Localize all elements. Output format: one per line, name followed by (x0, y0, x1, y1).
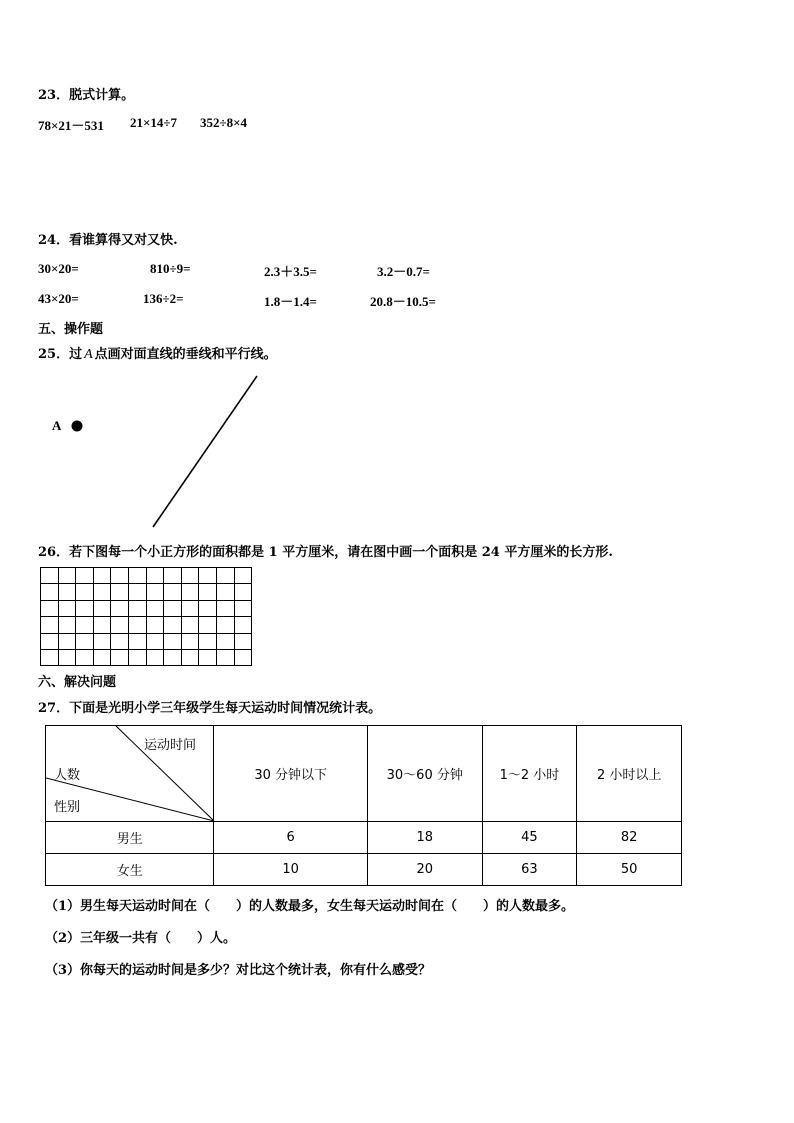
corner-label-time: 运动时间 (144, 738, 197, 753)
table-cell: 18 (367, 822, 482, 854)
grid-row (41, 633, 252, 649)
table-corner-cell (46, 726, 214, 822)
row-label: 男生 (46, 822, 214, 854)
table-cell: 82 (577, 822, 682, 854)
q25-title (38, 343, 277, 363)
q25-figure (0, 370, 300, 535)
grid-square[interactable] (146, 584, 164, 600)
grid-square[interactable] (234, 633, 252, 649)
grid-square[interactable] (181, 617, 199, 633)
grid-square[interactable] (41, 568, 59, 584)
table-header-row (46, 726, 682, 822)
section-6-heading: 六、解决问题 (38, 675, 117, 690)
table-header-cell: 30 分钟以下 (214, 726, 368, 822)
q24-r1-c4: 3.2－0.7= (377, 264, 430, 279)
q24-r2-c1: 43×20= (38, 291, 79, 306)
grid-square[interactable] (164, 600, 182, 616)
grid-square[interactable] (93, 568, 111, 584)
grid-square[interactable] (93, 617, 111, 633)
corner-label-gender: 性别 (54, 800, 81, 815)
grid-square[interactable] (146, 633, 164, 649)
grid-square[interactable] (128, 568, 146, 584)
q25-title-suffix: 点画对面直线的垂线和平行线。 (94, 347, 277, 362)
grid-square[interactable] (216, 568, 234, 584)
grid-square[interactable] (164, 584, 182, 600)
grid-square[interactable] (199, 568, 217, 584)
q23-expr-2: 21×14÷7 (130, 115, 178, 130)
grid-square[interactable] (58, 600, 76, 616)
grid-square[interactable] (41, 649, 59, 665)
grid-square[interactable] (199, 649, 217, 665)
q23-expr-1: 78×21－531 (38, 118, 104, 133)
table-cell: 63 (482, 854, 577, 886)
grid-square[interactable] (128, 617, 146, 633)
square-grid[interactable] (40, 567, 252, 666)
q24-r1-c1: 30×20= (38, 261, 79, 276)
grid-square[interactable] (199, 633, 217, 649)
grid-square[interactable] (76, 617, 94, 633)
grid-square[interactable] (128, 633, 146, 649)
grid-row (41, 600, 252, 616)
grid-square[interactable] (58, 617, 76, 633)
grid-square[interactable] (111, 633, 129, 649)
grid-square[interactable] (76, 568, 94, 584)
grid-square[interactable] (128, 584, 146, 600)
grid-square[interactable] (199, 617, 217, 633)
grid-square[interactable] (181, 584, 199, 600)
grid-square[interactable] (181, 633, 199, 649)
q27-title: 27．下面是光明小学三年级学生每天运动时间情况统计表。 (38, 701, 382, 716)
grid-square[interactable] (234, 600, 252, 616)
q23-expr-3: 352÷8×4 (200, 115, 248, 130)
grid-square[interactable] (234, 617, 252, 633)
q24-r2-c3: 1.8－1.4= (264, 294, 317, 309)
grid-square[interactable] (93, 649, 111, 665)
point-a-label: A (52, 418, 62, 433)
grid-square[interactable] (146, 600, 164, 616)
q23-title: 23．脱式计算。 (38, 88, 135, 103)
grid-square[interactable] (41, 633, 59, 649)
table-cell: 20 (367, 854, 482, 886)
grid-square[interactable] (93, 600, 111, 616)
grid-square[interactable] (128, 649, 146, 665)
grid-square[interactable] (58, 584, 76, 600)
grid-square[interactable] (146, 649, 164, 665)
corner-label-count: 人数 (54, 768, 81, 783)
grid-square[interactable] (76, 584, 94, 600)
grid-square[interactable] (76, 633, 94, 649)
q24-r1-c2: 810÷9= (150, 261, 191, 276)
q24-r1-c3: 2.3＋3.5= (264, 264, 317, 279)
grid-square[interactable] (76, 649, 94, 665)
grid-square[interactable] (111, 584, 129, 600)
grid-square[interactable] (164, 649, 182, 665)
table-header-cell: 1～2 小时 (482, 726, 577, 822)
grid-square[interactable] (111, 649, 129, 665)
point-a-dot (72, 421, 83, 432)
grid-square[interactable] (234, 568, 252, 584)
q25-title-var: A (84, 347, 93, 362)
grid-square[interactable] (199, 600, 217, 616)
table-cell: 50 (577, 854, 682, 886)
grid-square[interactable] (58, 649, 76, 665)
grid-square[interactable] (111, 600, 129, 616)
grid-square[interactable] (216, 600, 234, 616)
grid-square[interactable] (93, 633, 111, 649)
section-5-heading: 五、操作题 (38, 322, 104, 337)
table-header-cell: 30～60 分钟 (367, 726, 482, 822)
grid-row (41, 584, 252, 600)
q24-title: 24．看谁算得又对又快. (38, 233, 178, 248)
grid-square[interactable] (128, 600, 146, 616)
grid-square[interactable] (111, 617, 129, 633)
grid-square[interactable] (146, 568, 164, 584)
table-header-cell: 2 小时以上 (577, 726, 682, 822)
row-label: 女生 (46, 854, 214, 886)
grid-square[interactable] (58, 568, 76, 584)
grid-square[interactable] (216, 633, 234, 649)
grid-square[interactable] (41, 584, 59, 600)
q24-r2-c2: 136÷2= (143, 291, 184, 306)
q24-r2-c4: 20.8－10.5= (370, 294, 436, 309)
grid-row (41, 649, 252, 665)
grid-square[interactable] (76, 600, 94, 616)
table-row-girls (46, 854, 682, 886)
grid-square[interactable] (216, 617, 234, 633)
grid-square[interactable] (216, 584, 234, 600)
grid-square[interactable] (181, 600, 199, 616)
grid-square[interactable] (164, 568, 182, 584)
grid-row (41, 568, 252, 584)
q25-title-prefix: 25．过 (38, 347, 83, 362)
grid-square[interactable] (164, 617, 182, 633)
grid-square[interactable] (58, 633, 76, 649)
grid-square[interactable] (181, 649, 199, 665)
grid-square[interactable] (199, 584, 217, 600)
grid-square[interactable] (41, 600, 59, 616)
grid-square[interactable] (111, 568, 129, 584)
table-cell: 45 (482, 822, 577, 854)
q26-title: 26．若下图每一个小正方形的面积都是 1 平方厘米，请在图中画一个面积是 24 平方厘米的长方形. (38, 545, 613, 560)
q27-sub1: （1）男生每天运动时间在（ ）的人数最多，女生每天运动时间在（ ）的人数最多。 (45, 899, 575, 914)
exercise-time-table (45, 725, 682, 886)
oblique-line (153, 376, 257, 527)
grid-square[interactable] (146, 617, 164, 633)
q27-sub2: （2）三年级一共有（ ）人。 (45, 931, 237, 946)
table-cell: 10 (214, 854, 368, 886)
grid-square[interactable] (234, 649, 252, 665)
table-cell: 6 (214, 822, 368, 854)
grid-square[interactable] (181, 568, 199, 584)
grid-square[interactable] (164, 633, 182, 649)
grid-row (41, 617, 252, 633)
grid-square[interactable] (234, 584, 252, 600)
grid-square[interactable] (216, 649, 234, 665)
table-row-boys (46, 822, 682, 854)
grid-square[interactable] (93, 584, 111, 600)
grid-square[interactable] (41, 617, 59, 633)
q27-sub3: （3）你每天的运动时间是多少？对比这个统计表，你有什么感受？ (45, 963, 432, 978)
